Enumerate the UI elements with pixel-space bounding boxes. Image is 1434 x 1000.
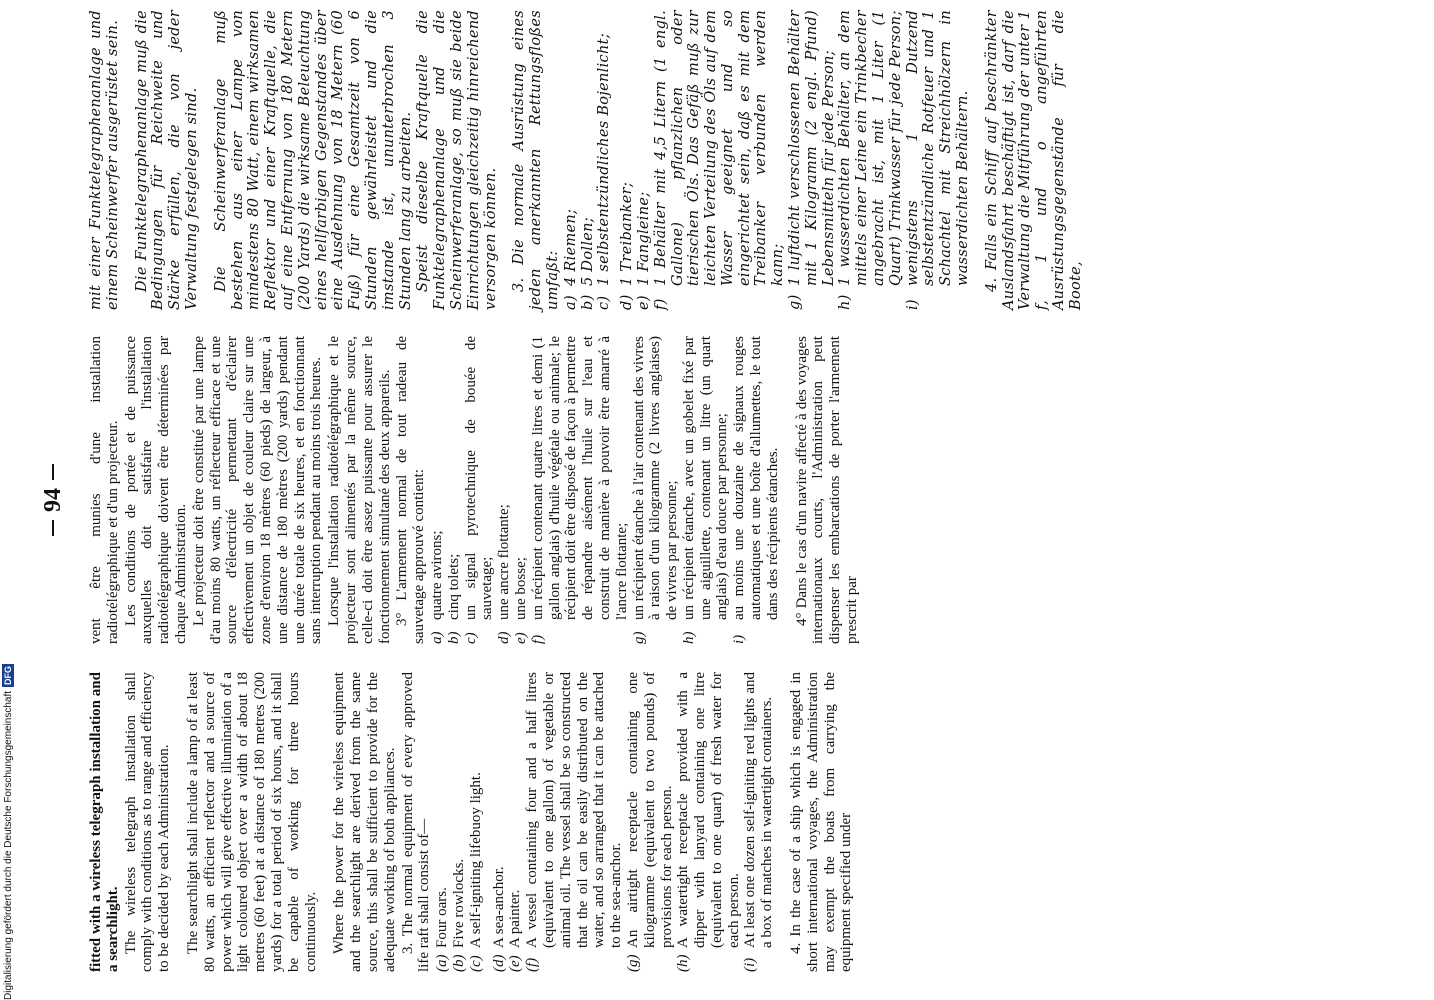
item-text: 1 selbstentzündliches Bojenlicht; (596, 33, 613, 286)
de-paragraph-6: 4. Falls ein Schiff auf beschränkter Auslandsfahrt beschäftigt ist, darf die Verwaltung die Mitführung der unter 1 f, 1 und o angeführten Ausrüstungsgegenstände für die Boote, (983, 10, 1084, 310)
header-dash-left (52, 520, 54, 536)
item-text: une bosse; (512, 557, 529, 620)
item-text: un récipient contenant quatre litres et demi (1 gallon anglais) d'huile végétale ou animale; le récipient doit être disposé de façon à permettre de répandre aisément l'huile sur l'eau et construit de manière à pouvoir être amarré à l'ancre flottante; (529, 336, 630, 620)
item-label: d) (496, 631, 513, 644)
item-label: f) (652, 298, 669, 310)
item-text: 1 luftdicht verschlossenen Behälter mit 1 Kilogramm (2 engl. Pfund) Lebensmitteln für jede Person; (787, 10, 837, 286)
item-text: A self-igniting lifebuoy light. (467, 772, 484, 948)
item-text: A vessel containing four and a half litres (equivalent to one gallon) of vegetable or animal oil. The vessel shall be so constructed that the oil can be easily distributed on the water, and so arranged that it can be attached to the sea-anchor. (524, 672, 625, 948)
fr-paragraph-2: Les conditions de portée et de puissance auxquelles doit satisfaire l'installation radiotélégraphique doivent être déterminées par chaque Administration. (122, 336, 189, 644)
item-label: h) (680, 631, 697, 644)
item-label: (c) (467, 955, 484, 972)
item-label: c) (462, 632, 479, 644)
en-paragraph-2: The wireless telegraph installation shall comply with conditions as to range and efficiency to be decided by each Administration. (122, 672, 173, 972)
item-text: cinq tolets; (445, 553, 462, 620)
item-text: Five rowlocks. (450, 858, 467, 948)
list-item (446, 336, 463, 644)
fr-equipment-list (429, 336, 782, 644)
list-item (681, 336, 731, 644)
de-paragraph-4: Speist dieselbe Kraftquelle die Funktelegraphenanlage und die Scheinwerferanlage, so muß sie beide Einrichtungen gleichzeitig hinreichend versorgen können. (415, 10, 499, 310)
list-item (596, 10, 613, 310)
item-text: wenigstens 1 Dutzend selbstentzündliche Rotfeuer und 1 Schachtel mit Streichhölzern in wasserdichten Behältern. (904, 10, 972, 286)
header-dash-right (52, 464, 54, 480)
item-label: h) (837, 294, 854, 310)
french-column (88, 336, 1314, 644)
item-text: 1 Behälter mit 4,5 Litern (1 engl. Gallone) pflanzlichen oder tierischen Öls. Das Gefäß muß zur leichten Verteilung des Öls auf dem Wasser geeignet und so eingerichtet sein, daß es mit dem Treibanker verbunden werden kann; (652, 10, 787, 286)
item-text: un signal pyrotechnique de bouée de sauvetage; (462, 336, 496, 620)
item-label: i) (904, 299, 921, 310)
page-number: 94 (39, 488, 66, 512)
item-label: b) (579, 294, 596, 310)
list-item (625, 672, 675, 972)
list-item (653, 10, 787, 310)
item-text: 1 Treibanker; (619, 181, 636, 286)
list-item (429, 336, 446, 644)
credit-text: Digitalisierung gefördert durch die Deutsche Forschungsgemeinschaft (2, 690, 14, 1000)
list-item (675, 672, 742, 972)
item-label: (i) (742, 957, 759, 972)
list-item (905, 10, 972, 310)
en-equipment-list (434, 672, 776, 972)
list-item (731, 336, 781, 644)
item-text: 5 Dollen; (579, 217, 596, 286)
german-column (88, 10, 1314, 310)
list-item (524, 672, 625, 972)
item-text: A sea-anchor. (490, 866, 507, 948)
list-item (496, 336, 513, 644)
item-text: A watertight receptacle provided with a dipper with lanyard containing one litre (equivalent to one quart) of fresh water for each person. (675, 672, 742, 948)
digitization-credit (2, 590, 14, 1000)
de-paragraph-2: Die Funktelegraphenanlage muß die Bedingungen für Reichweite und Stärke erfüllen, die von jeder Verwaltung festgelegen sind. (133, 10, 200, 310)
item-label: e) (512, 632, 529, 644)
item-label: (e) (507, 955, 524, 972)
de-paragraph-3: Die Scheinwerferanlage muß bestehen aus einer Lampe von mindestens 80 Watt, einem wirksamen Reflektor und einer Kraftquelle, die auf eine Entfernung von 180 Metern (200 Yards) die wirksame Beleuchtung eines hellfarbigen Gegenstandes über eine Ausdehnung von 18 Metern (60 Fuß) für eine Gesamtzeit von 6 Stunden gewährleistet und die imstande ist, ununterbrochen 3 Stunden lang zu arbeiten. (212, 10, 414, 310)
item-text: au moins une douzaine de signaux rouges automatiques et une boîte d'allumettes, le tout dans des récipients étanches. (731, 336, 781, 620)
list-item (742, 672, 776, 972)
fr-paragraph-5: 3° L'armement normal de tout radeau de sauvetage approuvé contient: (394, 336, 428, 644)
list-item (451, 672, 468, 972)
item-label: e) (635, 295, 652, 310)
en-paragraph-6: 4. In the case of a ship which is engaged in short international voyages, the Administration may exempt the boats from carrying the equipment specified under (788, 672, 855, 972)
item-label: b) (445, 631, 462, 644)
item-label: a) (562, 295, 579, 310)
item-label: g) (787, 294, 804, 310)
item-text: 1 wasserdichten Behälter, an dem mittels einer Leine ein Trinkbecher angebracht ist, mit 1 Liter (1 Quart) Trinkwasser für jede Person; (837, 10, 904, 286)
fr-paragraph-3: Le projecteur doit être constitué par une lampe d'au moins 80 watts, un réflecteur efficace et une source d'électricité permettant d'éclairer effectivement un objet de couleur claire sur une zone d'environ 18 mètres (60 pieds) de largeur, à une distance de 180 mètres (200 yards) pendant une durée totale de six heures, et en fonctionnant sans interruption pendant au moins trois heures. (190, 336, 325, 644)
fr-paragraph-1: vent être munies d'une installation radiotélégraphique et d'un projecteur. (88, 336, 121, 644)
de-paragraph-1: mit einer Funktelegraphenanlage und einem Scheinwerfer ausgerüstet sein. (88, 10, 121, 310)
item-text: 4 Riemen; (562, 208, 579, 286)
item-text: A painter. (507, 889, 524, 948)
item-label: (g) (624, 954, 641, 972)
list-item (491, 672, 508, 972)
en-paragraph-4: Where the power for the wireless equipment and the searchlight are derived from the same source, this shall be sufficient to provide for the adequate working of both appliances. (331, 672, 398, 972)
item-label: (d) (490, 954, 507, 972)
list-item (563, 10, 580, 310)
fr-paragraph-4: Lorsque l'installation radiotélégraphique et le projecteur sont alimentés par la même source, celle-ci doit être assez puissante pour assurer le fonctionnement simultané des deux appareils. (326, 336, 393, 644)
fr-paragraph-6: 4° Dans le cas d'un navire affecté à des voyages internationaux courts, l'Administration peut dispenser les embarcations de porter l'armement prescrit par (793, 336, 861, 644)
de-equipment-list (563, 10, 972, 310)
item-label: (f) (524, 957, 541, 972)
page-header (38, 0, 68, 1000)
en-paragraph-1: fitted with a wireless telegraph installation and a searchlight. (88, 672, 121, 972)
list-item (837, 10, 904, 310)
list-item (468, 672, 485, 972)
item-label: a) (428, 631, 445, 644)
item-text: un récipient étanche, avec un gobelet fixé par une aiguillette, contenant un litre (un quart anglais) d'eau douce par personne; (680, 336, 731, 620)
en-paragraph-3: The searchlight shall include a lamp of at least 80 watts, an efficient reflector and a source of power which will give effective illumination of a light coloured object over a width of about 18 metres (60 feet) at a distance of 180 metres (200 yards) for a total period of six hours, and it shall be capable of working for three hours continuously. (184, 672, 319, 972)
item-text: An airtight receptacle containing one kilogramme (equivalent to two pounds) of provisions for each person. (624, 672, 675, 948)
item-text: 1 Fangleine; (635, 191, 652, 286)
list-item (434, 672, 451, 972)
item-label: d) (619, 294, 636, 310)
english-column (88, 672, 1314, 972)
list-item (463, 336, 497, 644)
item-label: g) (630, 631, 647, 644)
item-text: une ancre flottante; (496, 504, 513, 620)
list-item (513, 336, 530, 644)
list-item (636, 10, 653, 310)
list-item (631, 336, 681, 644)
item-label: c) (596, 295, 613, 310)
list-item (619, 10, 636, 310)
item-label: (a) (434, 954, 451, 972)
list-item (530, 336, 631, 644)
dfg-logo: DFG (3, 665, 13, 685)
item-label: (b) (450, 954, 467, 972)
list-item (580, 10, 597, 310)
item-label: (h) (675, 954, 692, 972)
item-text: quatre avirons; (428, 530, 445, 620)
en-paragraph-5: 3. The normal equipment of every approved life raft shall consist of— (399, 672, 433, 972)
list-item (787, 10, 837, 310)
item-text: un récipient étanche à l'air contenant des vivres à raison d'un kilogramme (2 livres anglaises) de vivres par personne; (630, 336, 681, 620)
item-label: f) (529, 634, 546, 644)
item-text: Four oars. (434, 887, 451, 948)
item-label: i) (731, 634, 748, 644)
de-paragraph-5: 3. Die normale Ausrüstung eines jeden anerkannten Rettungsfloßes umfaßt: (511, 10, 561, 310)
item-text: At least one dozen self-igniting red lights and a box of matches in watertight containers. (742, 672, 776, 948)
list-item (507, 672, 524, 972)
